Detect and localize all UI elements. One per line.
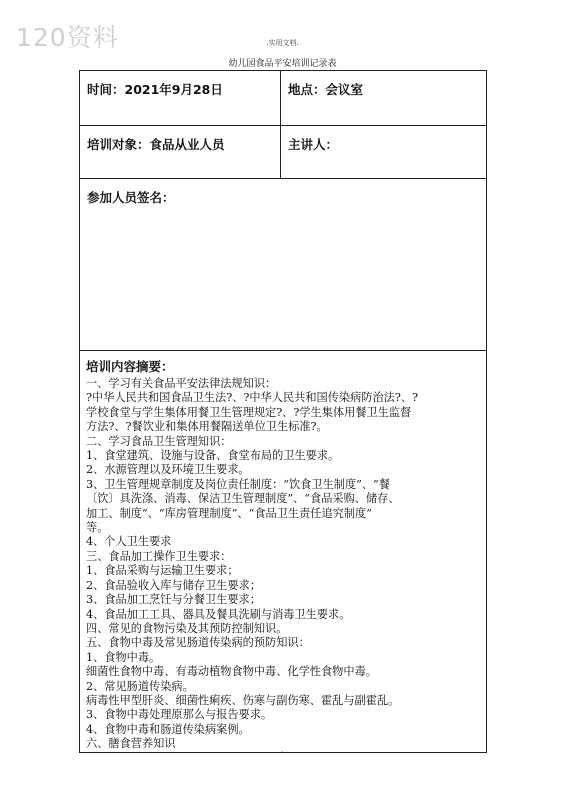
summary-line: 病毒性甲型肝炎、细菌性痢疾、伤寒与副伤寒、霍乱与副霍乱。	[86, 693, 400, 707]
summary-line: 2、食品验收入库与储存卫生要求；	[86, 578, 261, 592]
summary-content	[80, 351, 486, 752]
summary-lines	[86, 377, 482, 752]
audience-label: 培训对象：食品从业人员	[87, 137, 225, 152]
summary-line: 1、食物中毒。	[86, 650, 161, 664]
summary-line: 1、食堂建筑、设施与设备、食堂布局的卫生要求。	[86, 449, 340, 463]
attendees-cell	[80, 179, 487, 351]
summary-line: 学校食堂与学生集体用餐卫生管理规定?、?学生集体用餐卫生监督	[86, 405, 412, 419]
summary-line: 4、食品加工工具、器具及餐具洗刷与消毒卫生要求。	[86, 607, 351, 621]
document-title: 幼儿园食品平安培训记录表	[228, 59, 337, 69]
place-cell	[281, 71, 487, 126]
summary-line: 3、食物中毒处理原那么与报告要求。	[86, 708, 273, 722]
summary-line: 〔饮〕具洗涤、消毒、保洁卫生管理制度”、“食品采购、储存、	[86, 492, 400, 506]
summary-line: 2、水源管理以及环境卫生要求。	[86, 463, 250, 477]
summary-line: 2、常见肠道传染病。	[86, 679, 194, 693]
header-note: .实用文档.	[266, 39, 299, 47]
audience-cell	[80, 126, 281, 179]
time-label: 时间：2021年9月28日	[87, 82, 223, 97]
summary-line: 3、食品加工烹饪与分餐卫生要求；	[86, 593, 261, 607]
training-record-form	[79, 70, 487, 753]
summary-line: 4、个人卫生要求	[86, 535, 172, 549]
summary-line: 六、膳食营养知识	[86, 737, 176, 751]
summary-line: ?中华人民共和国食品卫生法?、?中华人民共和国传染病防治法?、?	[86, 391, 419, 405]
time-cell	[80, 71, 281, 126]
attendees-label: 参加人员签名：	[87, 190, 175, 205]
summary-line: 1、食品采购与运输卫生要求；	[86, 564, 239, 578]
speaker-cell	[281, 126, 487, 179]
speaker-label: 主讲人：	[288, 137, 339, 152]
watermark: 120资料	[16, 23, 119, 52]
summary-line: 二、学习食品卫生管理知识：	[86, 434, 232, 448]
footer-mark: .	[281, 746, 284, 754]
summary-line: 一、学习有关食品平安法律法规知识：	[86, 377, 277, 390]
place-label: 地点：会议室	[288, 82, 364, 97]
summary-cell	[80, 351, 487, 753]
summary-line: 四、常见的食物污染及其预防控制知识。	[86, 621, 288, 635]
summary-line: 三、食品加工操作卫生要求：	[86, 549, 232, 563]
summary-line: 3、卫生管理规章制度及岗位责任制度：“饮食卫生制度”、“餐	[86, 477, 390, 491]
summary-label: 培训内容摘要：	[86, 359, 174, 374]
summary-line: 方法?、?餐饮业和集体用餐隔送单位卫生标准?。	[86, 420, 328, 434]
summary-line: 4、食物中毒和肠道传染病案例。	[86, 722, 250, 736]
summary-line: 等。	[86, 521, 109, 535]
summary-line: 细菌性食物中毒、有毒动植物食物中毒、化学性食物中毒。	[86, 665, 377, 679]
summary-line: 加工、制度”、“库房管理制度”、“食品卫生责任追究制度”	[86, 506, 372, 520]
summary-line: 五、食物中毒及常见肠道传染病的预防知识：	[86, 636, 310, 650]
